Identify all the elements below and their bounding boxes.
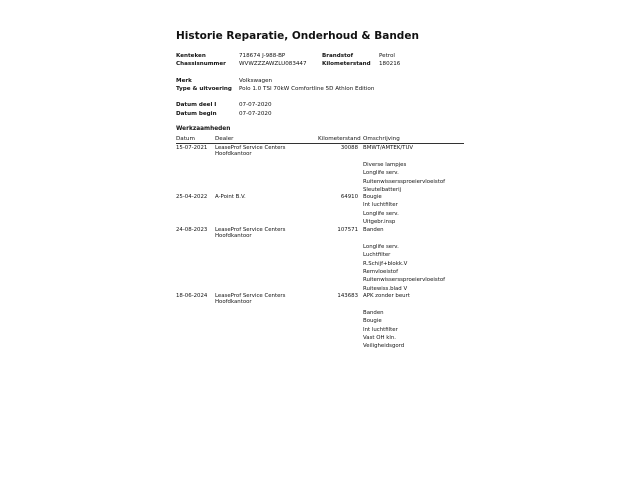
datum-begin-value: 07-07-2020 <box>239 111 272 117</box>
entry-kilometerstand: 143683 <box>337 293 358 299</box>
column-header-datum: Datum <box>176 136 195 142</box>
merk-label: Merk <box>176 78 192 84</box>
datum-deel-label: Datum deel I <box>176 102 217 108</box>
entry-dealer: Hoofdkantoor <box>215 233 252 240</box>
entry-description-item: Uitgebr.insp <box>363 219 396 226</box>
kenteken-label: Kenteken <box>176 53 206 59</box>
kilometerstand-label: Kilometerstand <box>322 61 371 67</box>
entry-description-item: Ruitenwisserssproeiervloeistof <box>363 277 446 284</box>
entry-description-item: Int luchtfilter <box>363 202 398 209</box>
entry-description-item: Luchtfilter <box>363 252 391 259</box>
header-divider <box>176 143 464 144</box>
entry-date: 25-04-2022 <box>176 194 208 200</box>
entry-description-item: Vast OH kln. <box>363 335 396 341</box>
entry-date: 15-07-2021 <box>176 145 208 151</box>
merk-value: Volkswagen <box>239 78 273 84</box>
entry-description-item: Remvloeistof <box>363 269 398 275</box>
entry-description-item: BMWT/AMTEK/TUV <box>363 145 414 151</box>
entry-dealer: Hoofdkantoor <box>215 299 252 306</box>
entry-description-item: Diverse lampjes <box>363 161 407 168</box>
entry-date: 18-06-2024 <box>176 293 208 299</box>
entry-description-item: Int luchtfilter <box>363 326 398 333</box>
entry-description-item: Bougie <box>363 318 382 325</box>
entry-description-item: Banden <box>363 309 384 316</box>
entry-description-item: Longlife serv. <box>363 210 399 217</box>
entry-kilometerstand: 64910 <box>340 194 358 200</box>
entry-dealer: LeaseProf Service Centers <box>215 227 286 233</box>
entry-kilometerstand: 30088 <box>340 145 358 151</box>
entry-description-item: Longlife serv. <box>363 170 399 177</box>
entry-dealer: A-Point B.V. <box>215 194 246 200</box>
brandstof-label: Brandstof <box>322 53 354 59</box>
chassis-label: Chassisnummer <box>176 61 226 67</box>
entry-description-item: Banden <box>363 227 384 233</box>
page-title: Historie Reparatie, Onderhoud & Banden <box>176 30 419 42</box>
column-header-kilometerstand: Kilometerstand <box>318 136 361 142</box>
datum-deel-value: 07-07-2020 <box>239 102 272 108</box>
type-label: Type & uitvoering <box>176 86 232 92</box>
entry-date: 24-08-2023 <box>176 227 208 233</box>
kenteken-value: 718674 J-988-BP <box>239 53 286 59</box>
entry-description-item: Bougie <box>363 194 382 200</box>
entry-description-item: Ruitenwisserssproeiervloeistof <box>363 178 446 185</box>
entry-description-item: Ruitewiss.blad V <box>363 285 408 292</box>
entry-description-item: Longlife serv. <box>363 243 399 250</box>
entry-description-item: APK zonder beurt <box>363 293 410 299</box>
entry-description-item: Veiligheidsgord <box>363 343 405 350</box>
entry-dealer: LeaseProf Service Centers <box>215 145 286 151</box>
chassis-value: WVWZZZAWZLU083447 <box>239 61 307 67</box>
column-header-dealer: Dealer <box>215 136 234 142</box>
type-value: Polo 1.0 TSI 70kW Comfortline 5D Athlon Edition <box>239 86 375 92</box>
datum-begin-label: Datum begin <box>176 111 217 117</box>
brandstof-value: Petrol <box>379 53 395 59</box>
entry-description-item: R.Schijf+blokk.V <box>363 260 408 267</box>
kilometerstand-value: 180216 <box>379 61 401 67</box>
werkzaamheden-heading: Werkzaamheden <box>176 126 231 132</box>
entry-description-item: Sleutelbatterij <box>363 187 402 193</box>
entry-kilometerstand: 107571 <box>337 227 358 233</box>
entry-dealer: LeaseProf Service Centers <box>215 293 286 299</box>
entry-dealer: Hoofdkantoor <box>215 151 252 158</box>
column-header-omschrijving: Omschrijving <box>363 136 400 142</box>
